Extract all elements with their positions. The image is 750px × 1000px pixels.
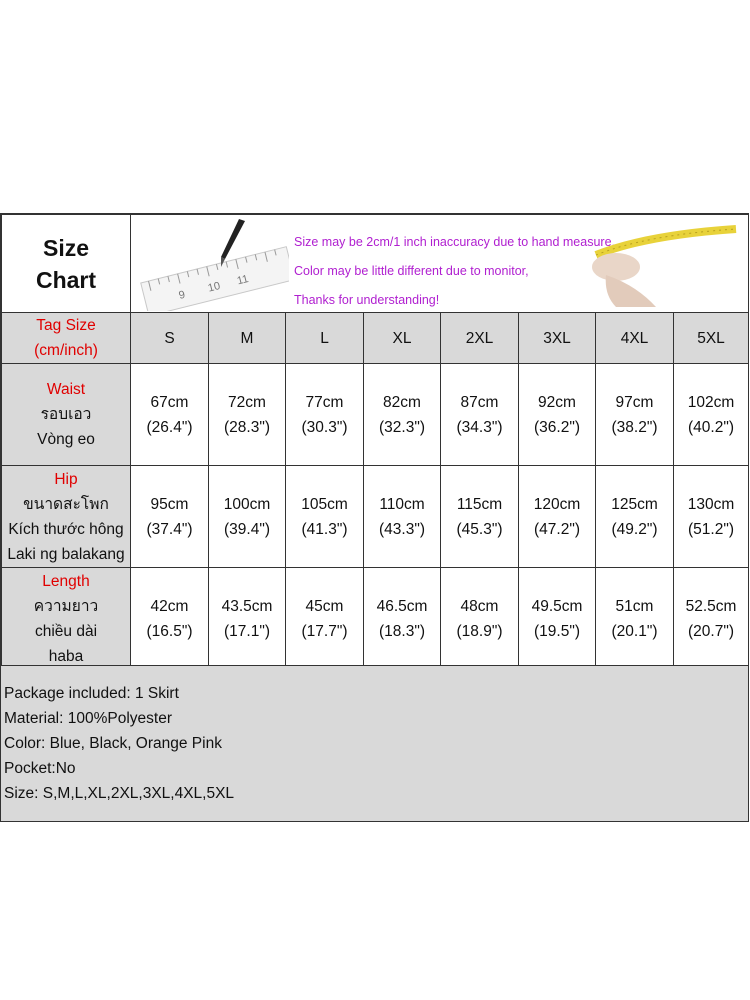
waist-cell	[596, 364, 674, 466]
waist-inch: (26.4")	[146, 418, 193, 436]
length-label-th: ความยาว	[33, 597, 99, 615]
length-cell	[674, 568, 749, 670]
waist-label-vn: Vòng eo	[37, 431, 95, 448]
waist-cm: 92cm	[538, 393, 576, 411]
hip-inch: (51.2")	[688, 520, 734, 538]
ruler-number-10: 10	[206, 280, 222, 295]
length-label-en: Length	[42, 572, 90, 590]
length-inch: (18.3")	[379, 622, 425, 640]
length-label	[2, 568, 131, 670]
size-header-m: M	[209, 313, 286, 364]
waist-inch: (34.3")	[456, 418, 503, 436]
length-cell	[131, 568, 209, 670]
waist-cell	[209, 364, 286, 466]
waist-cell	[519, 364, 596, 466]
measuring-tape-hand-illustration	[586, 215, 746, 311]
hip-cell	[209, 466, 286, 568]
length-cell	[441, 568, 519, 670]
waist-cm: 72cm	[228, 393, 266, 411]
length-label-vn: chiều dài	[34, 622, 98, 640]
length-cm: 49.5cm	[531, 597, 583, 615]
waist-row	[2, 364, 749, 466]
notice-banner	[131, 215, 749, 313]
chart-title-line1: Size	[42, 234, 90, 261]
hip-cell	[674, 466, 749, 568]
hip-cm: 115cm	[456, 495, 503, 513]
length-inch: (20.1")	[611, 622, 658, 640]
hip-cell	[519, 466, 596, 568]
waist-cm: 97cm	[615, 393, 654, 411]
waist-cell	[441, 364, 519, 466]
tag-size-label-2: (cm/inch)	[34, 342, 98, 359]
waist-inch: (30.3")	[301, 418, 348, 436]
size-header-2xl: 2XL	[441, 313, 519, 364]
waist-cm: 82cm	[383, 393, 421, 411]
length-inch: (16.5")	[146, 622, 193, 640]
waist-inch: (32.3")	[379, 418, 425, 436]
waist-cell	[364, 364, 441, 466]
hip-inch: (39.4")	[224, 520, 270, 538]
hip-inch: (41.3")	[301, 520, 348, 538]
hip-cm: 105cm	[301, 495, 348, 513]
product-info	[1, 665, 748, 821]
notice-line-1: Size may be 2cm/1 inch inaccuracy due to hand measure,	[294, 235, 616, 249]
length-cm: 48cm	[460, 597, 499, 615]
length-cell	[519, 568, 596, 670]
hip-label-th: ขนาดสะโพก	[23, 495, 109, 513]
length-cell	[364, 568, 441, 670]
waist-cm: 87cm	[460, 393, 499, 411]
waist-cm: 102cm	[687, 393, 735, 411]
waist-cell	[674, 364, 749, 466]
hip-cm: 100cm	[223, 495, 271, 513]
size-header-4xl: 4XL	[596, 313, 674, 364]
hip-label-en: Hip	[54, 470, 78, 488]
hip-inch: (47.2")	[534, 520, 580, 538]
hip-cm: 95cm	[150, 495, 189, 513]
waist-inch: (36.2")	[534, 418, 580, 436]
info-package: Package included: 1 Skirt	[4, 685, 179, 702]
length-inch: (17.7")	[301, 622, 348, 640]
info-pocket: Pocket:No	[4, 760, 76, 777]
hip-cm: 125cm	[611, 495, 658, 513]
length-inch: (19.5")	[534, 622, 580, 640]
hip-cm: 120cm	[533, 495, 581, 513]
notice-line-3: Thanks for understanding!	[294, 293, 440, 307]
hip-cell	[286, 466, 364, 568]
waist-cell	[131, 364, 209, 466]
waist-label-th: รอบเอว	[40, 406, 92, 423]
length-cell	[209, 568, 286, 670]
ruler-pencil-illustration	[139, 215, 289, 311]
ruler-number-11: 11	[235, 272, 250, 288]
waist-label	[2, 364, 131, 466]
length-label-tl: haba	[48, 647, 84, 665]
info-color: Color: Blue, Black, Orange Pink	[4, 735, 222, 752]
hip-label	[2, 466, 131, 568]
length-cm: 43.5cm	[221, 597, 273, 615]
length-cell	[596, 568, 674, 670]
length-cm: 52.5cm	[685, 597, 737, 615]
length-row	[2, 568, 749, 670]
hip-row	[2, 466, 749, 568]
hip-inch: (49.2")	[611, 520, 658, 538]
size-header-l: L	[286, 313, 364, 364]
hip-inch: (45.3")	[456, 520, 503, 538]
tag-size-label	[2, 313, 131, 364]
waist-inch: (28.3")	[224, 418, 270, 436]
hip-inch: (37.4")	[146, 520, 193, 538]
info-size: Size: S,M,L,XL,2XL,3XL,4XL,5XL	[4, 785, 235, 802]
size-chart	[0, 213, 749, 822]
waist-cm: 67cm	[150, 393, 189, 411]
waist-inch: (38.2")	[611, 418, 658, 436]
tag-size-label-1: Tag Size	[36, 317, 96, 334]
chart-title	[2, 215, 131, 313]
length-inch: (20.7")	[688, 622, 734, 640]
chart-title-line2: Chart	[35, 266, 97, 293]
length-cm: 42cm	[150, 597, 189, 615]
hip-cell	[596, 466, 674, 568]
hip-cm: 110cm	[379, 495, 425, 513]
hip-label-vn: Kích thước hông	[8, 520, 124, 538]
notice-text	[294, 228, 615, 315]
hip-cell	[131, 466, 209, 568]
length-cell	[286, 568, 364, 670]
waist-label-en: Waist	[46, 381, 86, 398]
size-table	[1, 214, 749, 670]
hip-cell	[441, 466, 519, 568]
length-inch: (18.9")	[456, 622, 503, 640]
length-cm: 46.5cm	[376, 597, 428, 615]
waist-cm: 77cm	[305, 393, 344, 411]
ruler-number-9: 9	[177, 288, 187, 302]
size-header-s: S	[131, 313, 209, 364]
waist-cell	[286, 364, 364, 466]
info-material: Material: 100%Polyester	[4, 710, 172, 727]
size-header-3xl: 3XL	[519, 313, 596, 364]
hip-label-tl: Laki ng balakang	[7, 545, 125, 563]
size-header-row	[2, 313, 749, 364]
size-header-5xl: 5XL	[674, 313, 749, 364]
length-cm: 51cm	[615, 597, 654, 615]
waist-inch: (40.2")	[688, 418, 734, 436]
hip-cm: 130cm	[687, 495, 735, 513]
size-header-xl: XL	[364, 313, 441, 364]
notice-line-2: Color may be little different due to monitor,	[294, 264, 529, 278]
length-cm: 45cm	[305, 597, 344, 615]
hip-cell	[364, 466, 441, 568]
hip-inch: (43.3")	[379, 520, 425, 538]
length-inch: (17.1")	[224, 622, 270, 640]
